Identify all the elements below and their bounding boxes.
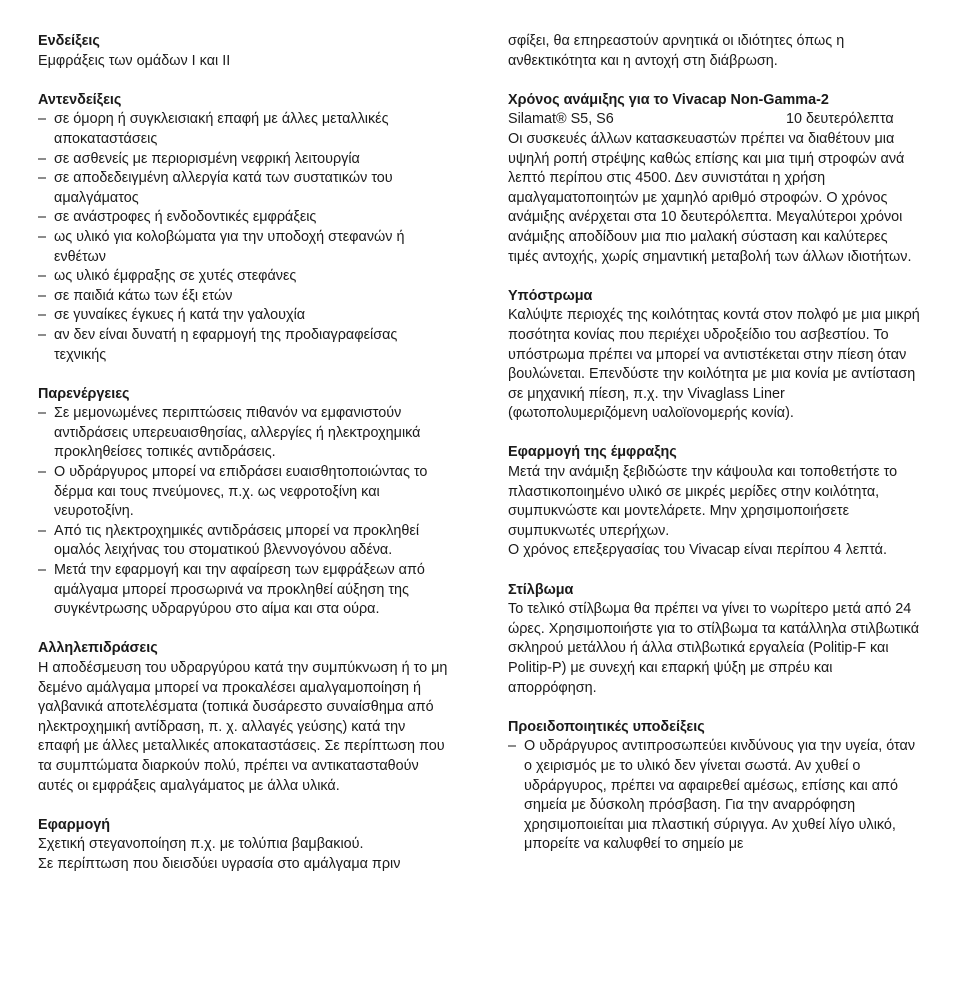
list-item: – σε όμορη ή συγκλεισιακή επαφή με άλλες μεταλλικές αποκαταστάσεις (38, 110, 450, 149)
application-line-1: Σχετική στεγανοποίηση π.χ. με τολύπια βαμβακιού. (38, 836, 364, 853)
side-effects-heading: Παρενέργειες (38, 385, 130, 402)
liner-section (508, 287, 920, 424)
liner-text: Καλύψτε περιοχές της κοιλότητας κοντά στον πολφό με μια μικρή ποσότητα κονίας που περιέχει υδροξείδιο του ασβεστίου. Το υπόστρωμα πρέπει να μπορεί να αντιστέκεται στην πίεση όταν βουλώνεται. Επενδύστε την κοιλότητα με μια κονία με αντίσταση σε μηχανική πίεση, π.χ. την Vivaglass Liner (φωτοπολυμεριζόμενη υαλοϊονομερής κονία). (508, 307, 920, 422)
mixing-duration: 10 δευτερόλεπτα (786, 111, 894, 128)
application-section (38, 816, 450, 875)
placement-line-1: Μετά την ανάμιξη ξεβιδώστε την κάψουλα και τοποθετήστε το πλαστικοποιημένο υλικό σε μικρές μερίδες στην κοιλότητα, συμπυκνώστε και μοντελάρετε. Μην χρησιμοποιήσετε συμπυκνωτές υπερήχων. (508, 464, 898, 539)
list-item: – αν δεν είναι δυνατή η εφαρμογή της προδιαγραφείσας τεχνικής (38, 326, 450, 365)
placement-section (508, 443, 920, 561)
placement-line-2: Ο χρόνος επεξεργασίας του Vivacap είναι περίπου 4 λεπτά. (508, 542, 887, 559)
list-item: – Ο υδράργυρος αντιπροσωπεύει κινδύνους για την υγεία, όταν ο χειρισμός με το υλικό δεν γίνεται σωστά. Αν χυθεί ο υδράργυρος, πρέπει να αφαιρεθεί αμέσως, επίσης και από σημεία με δύσκολη πρόσβαση. Για την αναρρόφηση χρησιμοποιείται μια πλαστική σύριγγα. Αν χυθεί λίγο υλικό, μπορείτε να καλυφθεί το σημείο με (508, 737, 920, 855)
list-item: – Μετά την εφαρμογή και την αφαίρεση των εμφράξεων από αμάλγαμα μπορεί προσωρινά να προκληθεί αύξηση της συγκέντρωσης υδραργύρου στο αίμα και στα ούρα. (38, 561, 450, 620)
liner-heading: Υπόστρωμα (508, 287, 593, 304)
indications-heading: Ενδείξεις (38, 33, 100, 49)
polishing-section (508, 581, 920, 699)
left-column (38, 32, 450, 894)
indications-section (38, 32, 450, 71)
right-column (508, 32, 920, 875)
contraindications-heading: Αντενδείξεις (38, 91, 122, 108)
continuation-text: σφίξει, θα επηρεαστούν αρνητικά οι ιδιότητες όπως η ανθεκτικότητα και η αντοχή στη διάβρωση. (508, 33, 845, 69)
list-item: – Ο υδράργυρος μπορεί να επιδράσει ευαισθητοποιώντας το δέρμα και τους πνεύμονες, π.χ. ως νεφροτοξίνη και νευροτοξίνη. (38, 463, 450, 522)
list-item: – σε ανάστροφες ή ενδοδοντικές εμφράξεις (38, 208, 450, 228)
interactions-heading: Αλληλεπιδράσεις (38, 640, 158, 657)
warnings-heading: Προειδοποιητικές υποδείξεις (508, 718, 705, 735)
placement-heading: Εφαρμογή της έμφραξης (508, 444, 677, 461)
interactions-text: Η αποδέσμευση του υδραργύρου κατά την συμπύκνωση ή το μη δεμένο αμάλγαμα μπορεί να προκαλέσει αμαλγαμοποίηση ή γαλβανικά αποτελέσματα (τοπικά δυσάρεστο συναίσθημα από ηλεκτροχημική αντίδραση, π. χ. αλλαγές γεύσης) κατά την επαφή με άλλες μεταλλικές αποκαταστάσεις. Σε περίπτωση που τα συμπτώματα διαρκούν πολύ, πρέπει να αντικατασταθούν αυτές οι εμφράξεις αμαλγάματος με άλλα υλικά. (38, 660, 448, 794)
list-item: – σε παιδιά κάτω των έξι ετών (38, 287, 450, 307)
contraindications-section (38, 91, 450, 365)
polishing-text: Το τελικό στίλβωμα θα πρέπει να γίνει το νωρίτερο μετά από 24 ώρες. Χρησιμοποιήστε για το στίλβωμα τα κατάλληλα στιλβωτικά σκληρού μετάλλου ή άλλα στιλβωτικά εργαλεία (Politip-F και Politip-P) με συνεχή και επαρκή ψύξη με σπρέυ και απορρόφηση. (508, 601, 920, 696)
indications-text: Εμφράξεις των ομάδων I και II (38, 52, 231, 69)
list-item: – Από τις ηλεκτροχημικές αντιδράσεις μπορεί να προκληθεί ομαλός λειχήνας του στοματικού βλεννογόνου αδένα. (38, 522, 450, 561)
application-heading: Εφαρμογή (38, 816, 111, 833)
application-line-2: Σε περίπτωση που διεισδύει υγρασία στο αμάλγαμα πριν (38, 855, 401, 872)
mixing-time-text: Οι συσκευές άλλων κατασκευαστών πρέπει να διαθέτουν μια υψηλή ροπή στρέψης καθώς επίσης και μια τιμή στροφών ανά λεπτό περίπου στις 4500. Δεν συνιστάται η χρήση αμαλγαματοποιητών με χαμηλό αριθμό στροφών. Ο χρόνος ανάμιξης ανέρχεται στα 10 δευτερόλεπτα. Μεγαλύτεροι χρόνοι ανάμιξης αποδίδουν μια πιο μαλακή σύσταση και καλύτερες τιμές αντοχής, χωρίς σημαντική μεταβολή των άλλων ιδιοτήτων. (508, 130, 912, 265)
interactions-section (38, 639, 450, 796)
list-item: – ως υλικό για κολοβώματα για την υποδοχή στεφανών ή ενθέτων (38, 228, 450, 267)
list-item: – σε γυναίκες έγκυες ή κατά την γαλουχία (38, 306, 450, 326)
list-item: – Σε μεμονωμένες περιπτώσεις πιθανόν να εμφανιστούν αντιδράσεις υπερευαισθησίας, αλλεργίες ή ηλεκτροχημικά προκληθείσες τοπικές αντιδράσεις. (38, 404, 450, 463)
mixing-device: Silamat® S5, S6 (508, 111, 614, 128)
list-item: – ως υλικό έμφραξης σε χυτές στεφάνες (38, 267, 450, 287)
list-item: – σε αποδεδειγμένη αλλεργία κατά των συστατικών του αμαλγάματος (38, 169, 450, 208)
warnings-section (508, 718, 920, 855)
polishing-heading: Στίλβωμα (508, 581, 574, 598)
mixing-time-section (508, 91, 920, 267)
mixing-time-row (508, 110, 920, 130)
mixing-time-heading: Χρόνος ανάμιξης για το Vivacap Non-Gamma-2 (508, 91, 829, 108)
list-item: – σε ασθενείς με περιορισμένη νεφρική λειτουργία (38, 150, 450, 170)
side-effects-section (38, 385, 450, 620)
